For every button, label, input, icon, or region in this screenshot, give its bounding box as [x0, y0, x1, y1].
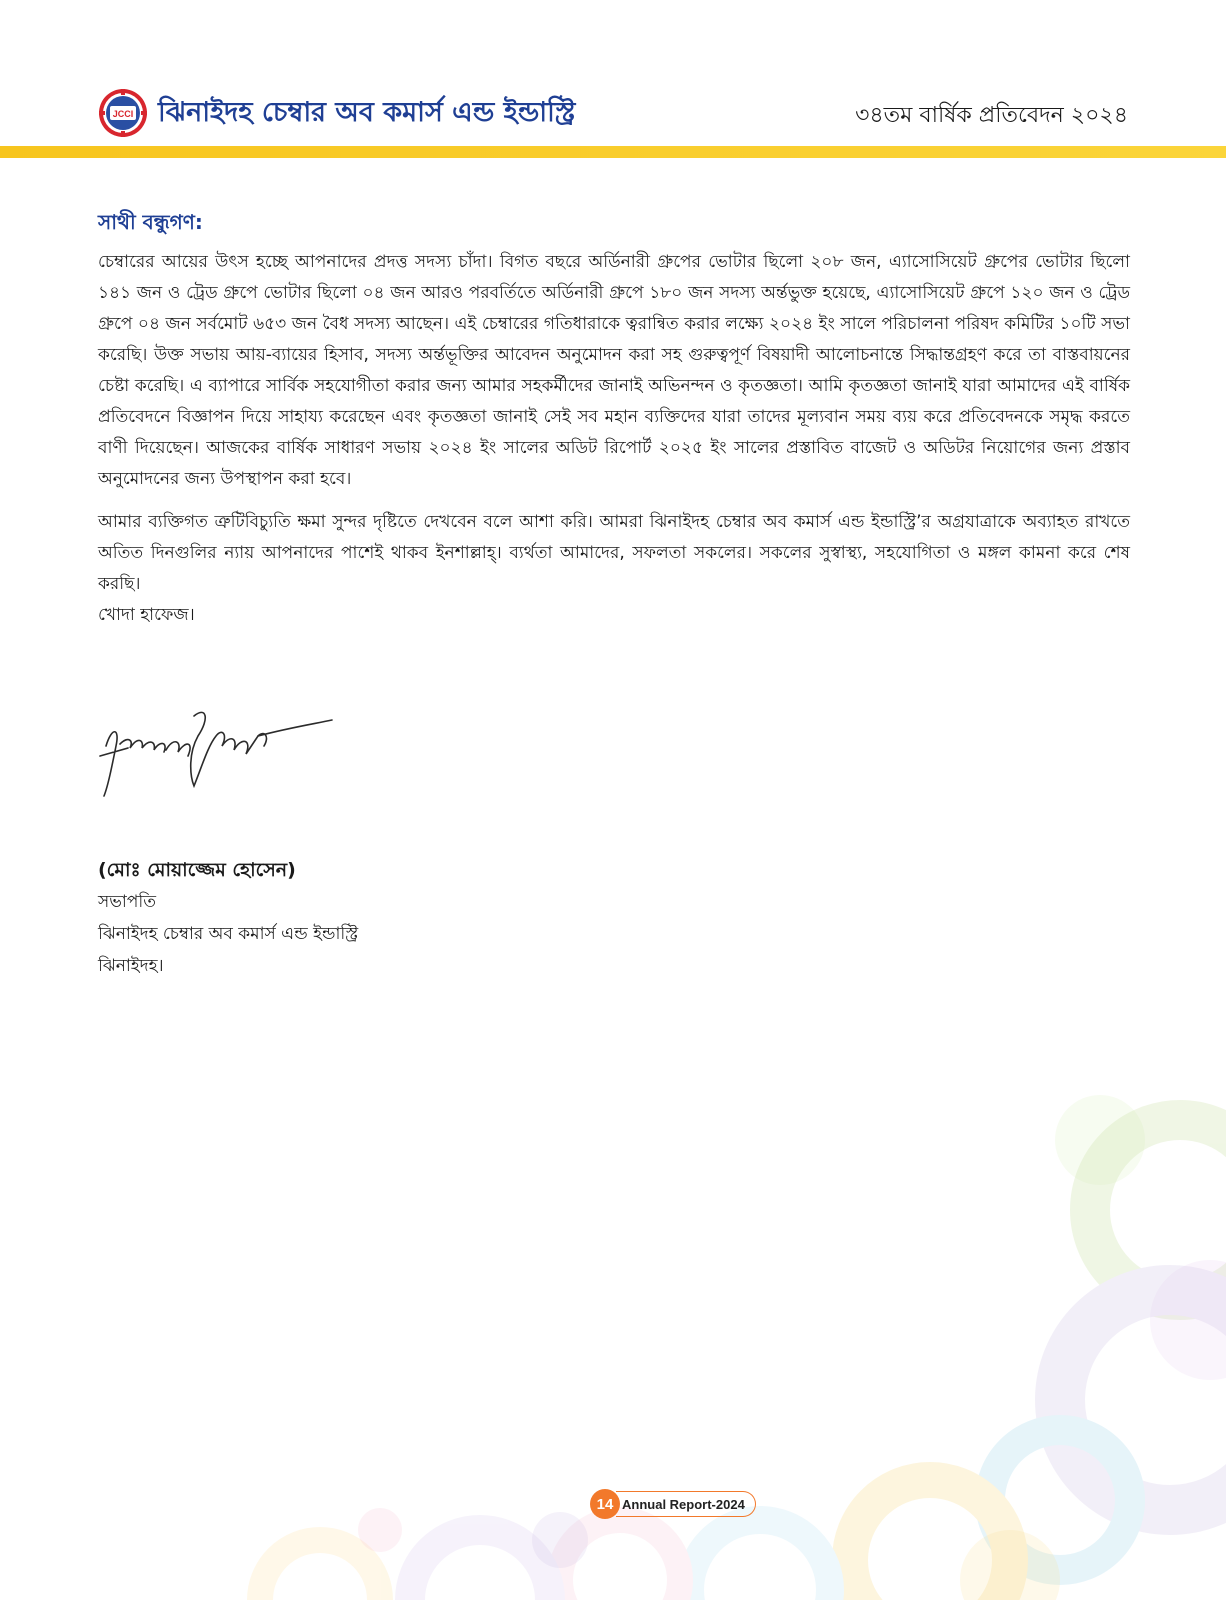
- closing-text: খোদা হাফেজ।: [98, 605, 195, 625]
- page-number: 14: [590, 1489, 620, 1519]
- decorative-circles: [0, 1060, 1226, 1600]
- header-divider-bar: [0, 146, 1226, 158]
- salutation: সাথী বন্ধুগণ:: [98, 210, 203, 234]
- logo-text: JCCI: [112, 109, 134, 119]
- paragraph-2: আমার ব্যক্তিগত ত্রুটিবিচ্যুতি ক্ষমা সুন্দর দৃষ্টিতে দেখবেন বলে আশা করি। আমরা ঝিনাইদহ চেম্বার অব কমার্স এন্ড ইন্ডাস্ট্রি’র অগ্রযাত্রাকে অব্যাহত রাখতে অতিত দিনগুলির ন্যায় আপনাদের পাশেই থাকব ইনশাল্লাহ্। ব্যর্থতা আমাদের, সফলতা সকলের। সকলের সুস্বাস্থ্য, সহযোগিতা ও মঙ্গল কামনা করে শেষ করছি।: [98, 512, 1130, 594]
- signatory-name: (মোঃ মোয়াজ্জেম হোসেন): [98, 859, 296, 881]
- signatory-location: ঝিনাইদহ।: [98, 956, 164, 976]
- organization-title: ঝিনাইদহ চেম্বার অব কমার্স এন্ড ইন্ডাস্ট্রি: [158, 97, 576, 128]
- signatory-organization: ঝিনাইদহ চেম্বার অব কমার্স এন্ড ইন্ডাস্ট্রি: [98, 924, 359, 944]
- report-title: ৩৪তম বার্ষিক প্রতিবেদন ২০২৪: [855, 103, 1128, 128]
- handwritten-signature: [98, 706, 338, 806]
- paragraph-1: চেম্বারের আয়ের উৎস হচ্ছে আপনাদের প্রদত্ত সদস্য চাঁদা। বিগত বছরে অর্ডিনারী গ্রুপের ভোটার ছিলো ২০৮ জন, এ্যাসোসিয়েট গ্রুপের ভোটার ছিলো ১৪১ জন ও ট্রেড গ্রুপে ভোটার ছিলো ০৪ জন আরও পরবর্তিতে অর্ডিনারী গ্রুপে ১৮০ জন সদস্য অর্ন্তভুক্ত হয়েছে, এ্যাসোসিয়েট গ্রুপে ১২০ জন ও ট্রেড গ্রুপে ০৪ জন সর্বমোট ৬৫৩ জন বৈধ সদস্য আছেন। এই চেম্বারের গতিধারাকে ত্বরান্বিত করার লক্ষ্যে ২০২৪ ইং সালে পরিচালনা পরিষদ কমিটির ১০টি সভা করেছি। উক্ত সভায় আয়-ব্যায়ের হিসাব, সদস্য অর্ন্তভূক্তির আবেদন অনুমোদন করা সহ গুরুত্বপূর্ণ বিষয়াদী আলোচনান্তে সিদ্ধান্তগ্রহণ করে তা বাস্তবায়নের চেষ্টা করেছি। এ ব্যাপারে সার্বিক সহযোগীতা করার জন্য আমার সহকর্মীদের জানাই অভিনন্দন ও কৃতজ্ঞতা। আমি কৃতজ্ঞতা জানাই যারা আমাদের এই বার্ষিক প্রতিবেদনে বিজ্ঞাপন দিয়ে সাহায্য করেছেন এবং কৃতজ্ঞতা জানাই সেই সব মহান ব্যক্তিদের যারা তাদের মূল্যবান সময় ব্যয় করে প্রতিবেদনকে সমৃদ্ধ করতে বাণী দিয়েছেন। আজকের বার্ষিক সাধারণ সভায় ২০২৪ ইং সালের অডিট রিপোর্ট ২০২৫ ইং সালের প্রস্তাবিত বাজেট ও অডিটর নিয়োগের জন্য প্রস্তাব অনুমোদনের জন্য উপস্থাপন করা হবে।: [98, 252, 1130, 489]
- jcci-logo: [98, 88, 148, 138]
- footer-label: Annual Report-2024: [616, 1491, 756, 1517]
- letter-body: [98, 208, 1130, 631]
- signatory-designation: সভাপতি: [98, 892, 156, 912]
- signatory-block: [98, 854, 358, 982]
- page-header: [0, 0, 1226, 150]
- page-footer: [590, 1490, 756, 1518]
